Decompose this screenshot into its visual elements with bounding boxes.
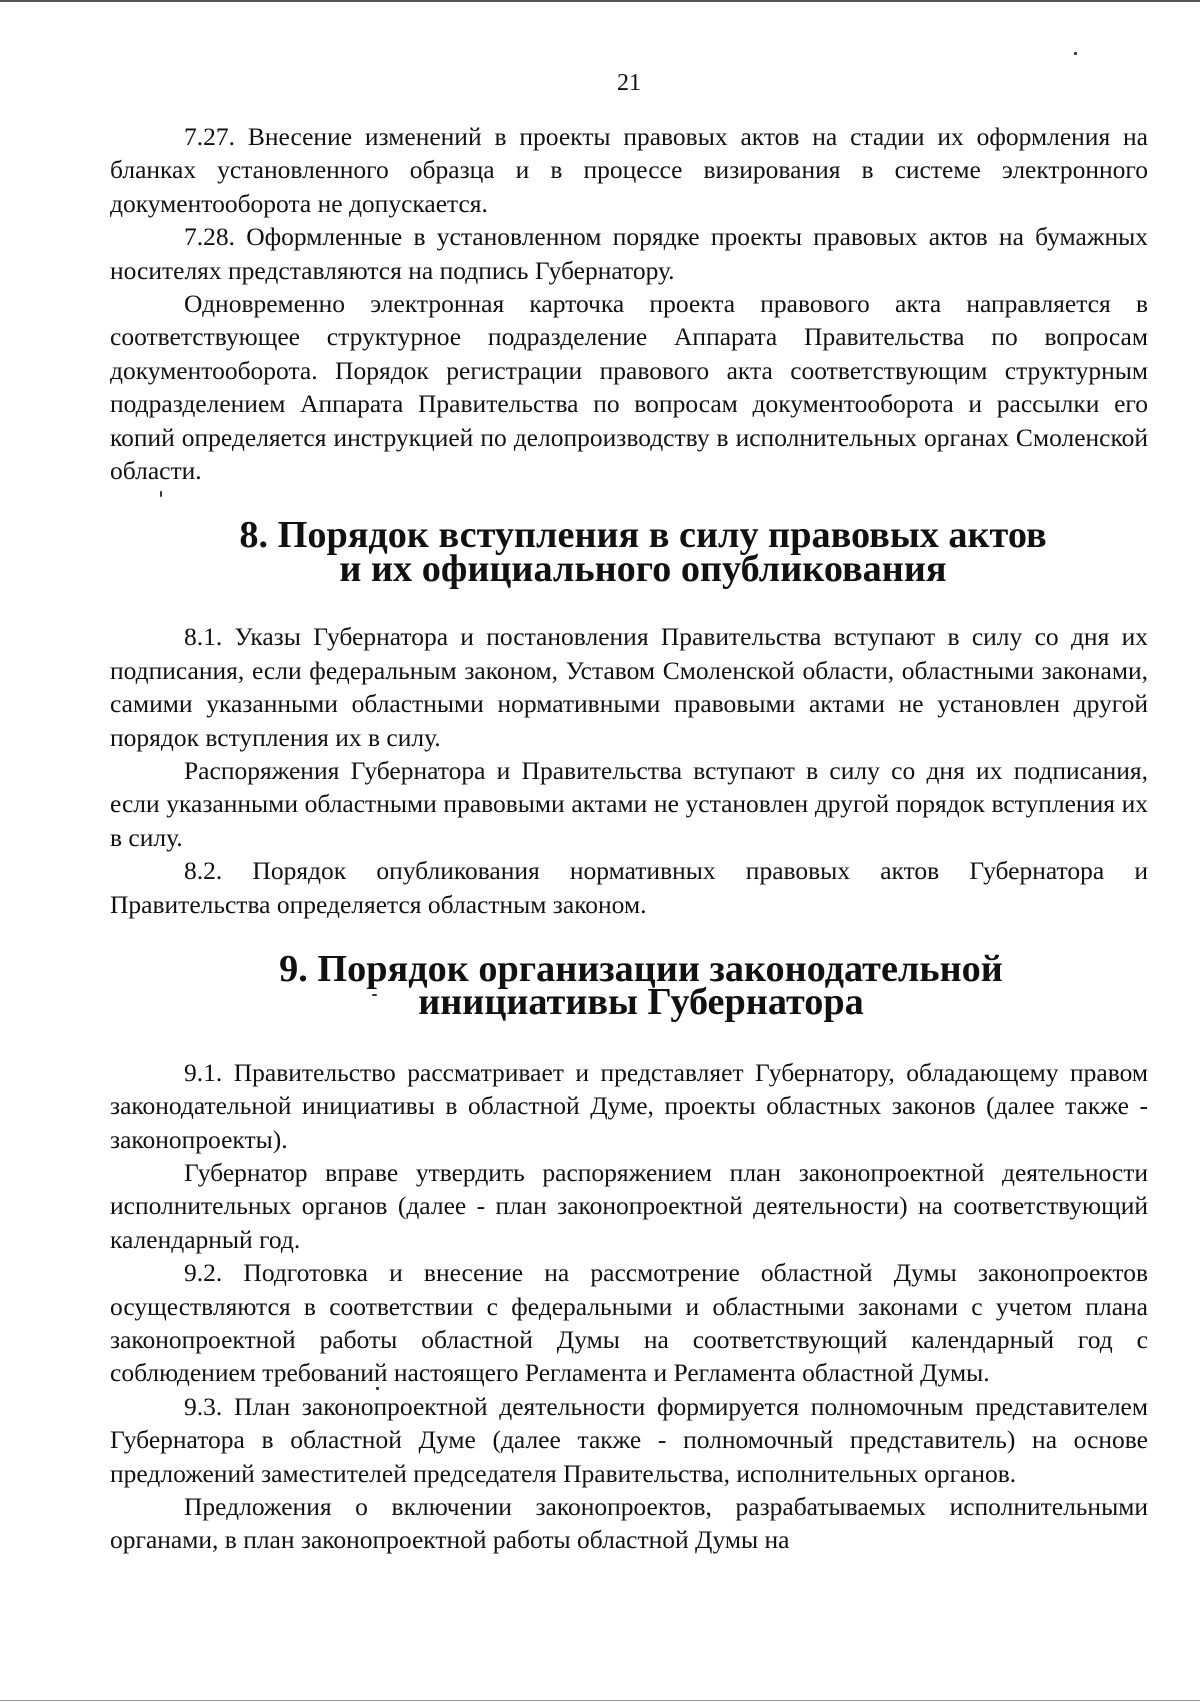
section-9-heading — [110, 947, 1148, 1024]
paragraph-9-1: 9.1. Правительство рассматривает и представляет Губернатору, обладающему правом законодательной инициативы в областной Думе, проекты областных законов (далее также - законопроекты). — [110, 1057, 1148, 1154]
scan-bottom-edge — [0, 1700, 1200, 1701]
scan-top-edge — [0, 0, 1200, 2]
paragraph-8-1: 8.1. Указы Губернатора и постановления Правительства вступают в силу со дня их подписания, если федеральным законом, Уставом Смоленской области, областными законами, самими указанными областными нормативными правовыми актами не установлен другой порядок вступления их в силу. — [110, 622, 1148, 752]
paragraph-7-28: 7.28. Оформленные в установленном порядке проекты правовых актов на бумажных носителях представляются на подпись Губернатору. — [110, 222, 1148, 285]
scan-speck — [372, 994, 377, 996]
paragraph-9-3-continued: Предложения о включении законопроектов, разрабатываемых исполнительными органами, в план законопроектной работы областной Думы на — [110, 1492, 1148, 1555]
section-9-heading-line-1: 9. Порядок организации законодательной — [279, 947, 1003, 990]
paragraph-7-28-continued: Одновременно электронная карточка проекта правового акта направляется в соответствующее структурное подразделение Аппарата Правительства по вопросам документооборота. Порядок регистрации правового акта соответствующим структурным подразделением Аппарата Правительства по вопросам документооборота и рассылки его копий определяется инструкцией по делопроизводству в исполнительных органах Смоленской области. — [110, 289, 1148, 486]
page-number: 21 — [617, 70, 641, 96]
paragraph-9-1-continued: Губернатор вправе утвердить распоряжением план законопроектной деятельности исполнительных органов (далее - план законопроектной деятельности) на соответствующий календарный год. — [110, 1157, 1148, 1254]
paragraph-8-2: 8.2. Порядок опубликования нормативных правовых актов Губернатора и Правительства определяется областным законом. — [110, 856, 1148, 919]
section-8-heading-line-2: и их официального опубликования — [339, 547, 947, 590]
section-8-heading-line-1: 8. Порядок вступления в силу правовых актов — [239, 514, 1047, 557]
section-9-heading-line-2: инициативы Губернатора — [418, 981, 864, 1024]
paragraph-7-27: 7.27. Внесение изменений в проекты правовых актов на стадии их оформления на бланках установленного образца и в процессе визирования в системе электронного документооборота не допускается. — [110, 122, 1148, 218]
scan-speck — [1074, 52, 1077, 55]
scan-speck — [160, 491, 162, 497]
scan-speck — [376, 1387, 379, 1390]
section-8-heading — [110, 514, 1148, 590]
document-body — [110, 120, 1148, 1557]
paragraph-9-3: 9.3. План законопроектной деятельности формируется полномочным представителем Губернатора в областной Думе (далее также - полномочный представитель) на основе предложений заместителей председателя Правительства, исполнительных органов. — [110, 1391, 1148, 1488]
paragraph-8-1-continued: Распоряжения Губернатора и Правительства вступают в силу со дня их подписания, если указанными областными правовыми актами не установлен другой порядок вступления их в силу. — [110, 755, 1148, 852]
paragraph-9-2: 9.2. Подготовка и внесение на рассмотрение областной Думы законопроектов осуществляются в соответствии с федеральными и областными законами с учетом плана законопроектной работы областной Думы на соответствующий календарный год с соблюдением требований настоящего Регламента и Регламента областной Думы. — [110, 1258, 1148, 1388]
